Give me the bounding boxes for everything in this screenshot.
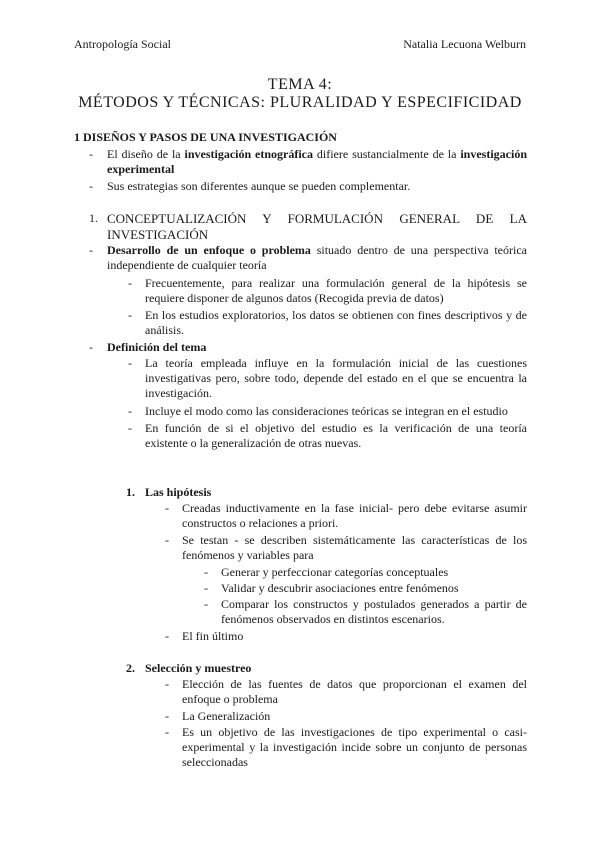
section-heading: 1 DISEÑOS Y PASOS DE UNA INVESTIGACIÓN: [74, 130, 337, 144]
bullet-fin-ultimo: El fin último: [182, 629, 244, 643]
bullet-eleccion: Elección de las fuentes de datos que proporcionan el examen del enfoque o problema: [182, 677, 527, 706]
bullet-dash: -: [89, 179, 93, 193]
sub-bullet-funcion: En función de si el objetivo del estudio es la verificación de una teoría existente o la generalización de otras nuevas.: [145, 421, 527, 450]
subsection-heading-hipotesis: [145, 485, 211, 500]
list-number: 1.: [89, 211, 98, 225]
sub-bullet-modo: Incluye el modo como las consideraciones teóricas se integran en el estudio: [145, 404, 508, 418]
bullet-dash: -: [204, 597, 208, 611]
bullet-dash: -: [89, 340, 93, 354]
text-bold: Las hipótesis: [145, 485, 212, 499]
list-number: [126, 485, 135, 500]
bullet-dash: -: [165, 725, 169, 739]
bullet-dash: -: [128, 308, 132, 322]
bullet-dash: -: [165, 533, 169, 547]
topic-number: TEMA 4:: [267, 76, 333, 93]
header-author: Natalia Lecuona Welburn: [403, 37, 526, 51]
bullet-dash: -: [204, 581, 208, 595]
bullet-strategies: Sus estrategias son diferentes aunque se pueden complementar.: [107, 179, 411, 193]
sub-bullet-teoria: La teoría empleada influye en la formulación inicial de las cuestiones investigativas pero, sobre todo, depende del estado en el que se encuentra la investigación.: [145, 356, 527, 400]
bullet-dash: -: [204, 565, 208, 579]
bullet-desarrollo: [107, 243, 527, 273]
bullet-design-difference: [107, 147, 527, 177]
bullet-se-testan: Se testan - se describen sistemáticamente las características de los fenómenos y variables para: [182, 533, 527, 562]
bullet-dash: -: [128, 276, 132, 290]
bullet-dash: -: [165, 629, 169, 643]
bullet-definicion: [107, 340, 206, 355]
text-segment: El diseño de la: [107, 147, 185, 161]
text-segment: difiere sustancialmente de la: [313, 147, 461, 161]
bullet-dash: -: [128, 356, 132, 370]
text-bold: 2.: [126, 661, 135, 675]
list-heading-conceptualizacion: CONCEPTUALIZACIÓN Y FORMULACIÓN GENERAL DE LA INVESTIGACIÓN: [107, 211, 527, 242]
subsection-heading-seleccion: [145, 661, 251, 676]
text-segment: situado dentro de una perspectiva teórica independiente de cualquier teoría: [107, 243, 527, 272]
bullet-dash: -: [89, 243, 93, 257]
sub-bullet-validar: Validar y descubrir asociaciones entre fenómenos: [221, 581, 459, 595]
text-bold: Definición del tema: [107, 340, 207, 354]
text-bold: Selección y muestreo: [145, 661, 252, 675]
header-subject: Antropología Social: [74, 37, 171, 51]
text-bold: 1.: [126, 485, 135, 499]
bullet-dash: -: [165, 501, 169, 515]
bullet-creadas: Creadas inductivamente en la fase inicial- pero debe evitarse asumir constructos o relaciones a priori.: [182, 501, 527, 530]
bullet-dash: -: [128, 404, 132, 418]
text-bold: investigación etnográfica: [184, 147, 314, 161]
sub-bullet-formulacion: Frecuentemente, para realizar una formulación general de la hipótesis se requiere disponer de algunos datos (Recogida previa de datos): [145, 276, 527, 305]
bullet-generalizacion: La Generalización: [182, 709, 271, 723]
bullet-dash: -: [165, 677, 169, 691]
topic-title: MÉTODOS Y TÉCNICAS: PLURALIDAD Y ESPECIFICIDAD: [78, 94, 522, 111]
bullet-objetivo: Es un objetivo de las investigaciones de tipo experimental o casi-experimental y la investigación incide sobre un conjunto de personas seleccionadas: [182, 725, 527, 769]
bullet-dash: -: [89, 147, 93, 161]
list-number: [126, 661, 135, 676]
bullet-dash: -: [165, 709, 169, 723]
sub-bullet-generar: Generar y perfeccionar categorías conceptuales: [221, 565, 449, 579]
text-bold: investigación experimental: [107, 147, 527, 176]
sub-bullet-comparar: Comparar los constructos y postulados generados a partir de fenómenos observados en distintos escenarios.: [221, 597, 527, 626]
sub-bullet-exploratorios: En los estudios exploratorios, los datos se obtienen con fines descriptivos y de análisis.: [145, 308, 527, 337]
bullet-dash: -: [128, 421, 132, 435]
text-bold: Desarrollo de un enfoque o problema: [107, 243, 311, 257]
